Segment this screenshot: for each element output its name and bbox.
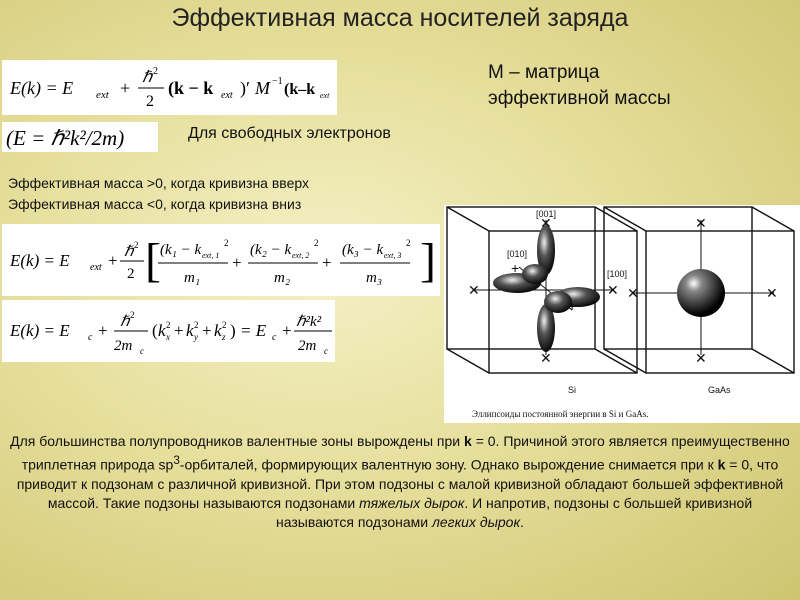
body-part5: . И напротив, подзоны с большей кривизной называются подзонами bbox=[276, 494, 753, 530]
equation-diagonal bbox=[2, 224, 440, 296]
eq3-lhs: E(k) = E bbox=[10, 251, 70, 270]
eq2-text: (E = ℏ²k²/2m) bbox=[6, 126, 125, 150]
eq4-rhs-den: 2m bbox=[298, 338, 317, 354]
eq1-plus: + bbox=[120, 78, 131, 98]
eq4-lhs: E(k) = E bbox=[10, 321, 70, 340]
eq1-m: M bbox=[255, 78, 270, 98]
eq4-kx: k bbox=[158, 321, 166, 340]
matrix-note-line1: M – матрица bbox=[488, 62, 600, 83]
si-x-top: ✕ bbox=[540, 215, 552, 231]
si-x-bottom: ✕ bbox=[540, 350, 552, 366]
body-k2: k bbox=[717, 456, 726, 473]
label-100: [100] bbox=[607, 269, 628, 279]
free-electrons-label: Для свободных электронов bbox=[188, 125, 391, 142]
eq3-term2-sup: 2 bbox=[314, 238, 319, 248]
eq1-two: 2 bbox=[146, 93, 154, 110]
eq3-hbar: ℏ bbox=[124, 244, 134, 260]
body-k1: k bbox=[464, 433, 472, 449]
body-part4: = 0, что приводит к подзонам с различной кривизной. При этом подзоны с малой кривизной обладают большей эффективной массой. Такие подзоны называются подзонами bbox=[16, 456, 784, 511]
eq4-kx-sup: 2 bbox=[166, 320, 171, 330]
eq1-ext2: ext bbox=[221, 90, 233, 101]
slide-title: Эффективная масса носителей заряда bbox=[171, 4, 629, 32]
eq4-rhs-c: c bbox=[272, 332, 277, 343]
si-plus-front: + bbox=[568, 298, 577, 314]
gaas-x-bottom: ✕ bbox=[695, 350, 707, 366]
eq3-ext: ext bbox=[90, 262, 102, 273]
eq4-rhs: = E bbox=[240, 321, 267, 340]
eq4-ky: k bbox=[186, 321, 194, 340]
body-part6: . bbox=[520, 513, 524, 530]
eq1-transpose: )′ bbox=[240, 78, 250, 98]
eq3-term3-sub: ext, 3 bbox=[384, 251, 402, 260]
gaas-x-right: ✕ bbox=[766, 285, 778, 301]
eq3-bracket-open: [ bbox=[145, 234, 161, 287]
energy-ellipsoids-figure bbox=[444, 205, 800, 423]
eq4-hbar: ℏ bbox=[120, 314, 130, 330]
eq3-plus3: + bbox=[322, 253, 332, 272]
eq4-rhs-num: ℏ²k² bbox=[296, 314, 322, 330]
matrix-note bbox=[488, 60, 671, 112]
eq3-term2-num: (k₂ − k bbox=[250, 242, 292, 258]
equation-free-electron bbox=[2, 122, 158, 152]
eq4-plus: + bbox=[98, 321, 108, 340]
eq3-term3-num: (k₃ − k bbox=[342, 242, 384, 258]
curvature-up: Эффективная масса >0, когда кривизна вверх bbox=[8, 175, 309, 191]
eq3-plus: + bbox=[108, 251, 118, 270]
curvature-notes bbox=[8, 173, 309, 215]
eq3-term1-sup: 2 bbox=[224, 238, 229, 248]
curvature-down: Эффективная масса <0, когда кривизна вниз bbox=[8, 196, 302, 212]
eq4-den: 2m bbox=[114, 338, 133, 354]
eq4-ky-sub: y bbox=[194, 332, 198, 342]
eq1-ext3: ext bbox=[320, 91, 330, 100]
eq4-c: c bbox=[88, 332, 93, 343]
matrix-note-line2: эффективной массы bbox=[488, 88, 671, 109]
eq3-two: 2 bbox=[127, 266, 135, 282]
ellipsoids-svg bbox=[444, 205, 800, 423]
equation-diagonal-svg bbox=[2, 224, 440, 296]
eq3-bracket-close: ] bbox=[420, 234, 436, 287]
light-holes-term: легких дырок bbox=[431, 513, 521, 530]
eq3-term2-sub: ext, 2 bbox=[292, 251, 310, 260]
label-001: [001] bbox=[536, 209, 557, 219]
eq1-hbar-sup: 2 bbox=[153, 66, 158, 77]
body-paragraph bbox=[8, 432, 792, 532]
equation-general-tail-svg bbox=[284, 70, 336, 106]
label-010: [010] bbox=[507, 249, 528, 259]
heavy-holes-term: тяжелых дырок bbox=[359, 494, 465, 511]
label-si: Si bbox=[568, 385, 577, 395]
equation-isotropic-svg bbox=[2, 300, 335, 362]
eq4-ky-sup: 2 bbox=[194, 320, 199, 330]
eq4-kz: k bbox=[214, 321, 222, 340]
eq4-kterms: ( bbox=[152, 321, 158, 340]
figure-caption: Эллипсоиды постоянной энергии в Si и GaAs. bbox=[472, 409, 649, 419]
eq3-term1-num: (k₁ − k bbox=[160, 242, 202, 258]
eq1-hbar: ℏ bbox=[142, 69, 153, 86]
eq3-term3-den: m₃ bbox=[366, 270, 383, 286]
body-part3: -орбиталей, формирующих валентную зону. Однако вырождение снимается при к bbox=[179, 456, 718, 473]
si-lobe-back bbox=[522, 264, 548, 284]
eq3-term1-sub: ext, 1 bbox=[202, 251, 220, 260]
eq4-plus-c: + bbox=[202, 321, 212, 340]
eq1-lhs: E(k) = E bbox=[10, 78, 74, 98]
eq3-term3-sup: 2 bbox=[406, 238, 411, 248]
body-part1: Для большинства полупроводников валентные зоны вырождены при bbox=[10, 433, 465, 449]
equation-general-tail bbox=[284, 70, 336, 106]
gaas-x-left: ✕ bbox=[627, 285, 639, 301]
eq1-minus1: −1 bbox=[272, 76, 283, 87]
equation-free-electron-svg bbox=[2, 122, 158, 152]
eq4-kz-sup: 2 bbox=[222, 320, 227, 330]
eq4-kz-sub: z bbox=[222, 332, 226, 342]
eq4-kx-sub: x bbox=[166, 332, 170, 342]
eq3-term2-den: m₂ bbox=[274, 270, 291, 286]
eq4-hbar-sup: 2 bbox=[130, 310, 135, 320]
body-sup: 3 bbox=[173, 454, 180, 467]
gaas-x-top: ✕ bbox=[695, 215, 707, 231]
eq4-den-sub: c bbox=[140, 346, 144, 356]
label-gaas: GaAs bbox=[708, 385, 731, 395]
equation-isotropic bbox=[2, 300, 335, 362]
si-x-right: ✕ bbox=[607, 282, 619, 298]
eq3-hbar-sup: 2 bbox=[134, 240, 139, 250]
eq4-rhs-den-sub: c bbox=[324, 346, 328, 356]
gaas-sphere bbox=[677, 269, 725, 317]
eq4-plus-d: + bbox=[282, 321, 292, 340]
si-x-left: ✕ bbox=[468, 282, 480, 298]
si-plus-back: + bbox=[511, 260, 520, 276]
eq1-bracket2: (k–k bbox=[284, 81, 316, 98]
eq4-close: ) bbox=[230, 321, 236, 340]
eq3-plus2: + bbox=[232, 253, 242, 272]
body-part2: = 0. Причиной этого является преимущественно триплетная природа sp bbox=[21, 433, 790, 473]
eq4-plus-b: + bbox=[174, 321, 184, 340]
eq3-term1-den: m₁ bbox=[184, 270, 201, 286]
eq1-ext: ext bbox=[96, 89, 109, 101]
eq1-bracket1: (k − k bbox=[168, 78, 214, 98]
